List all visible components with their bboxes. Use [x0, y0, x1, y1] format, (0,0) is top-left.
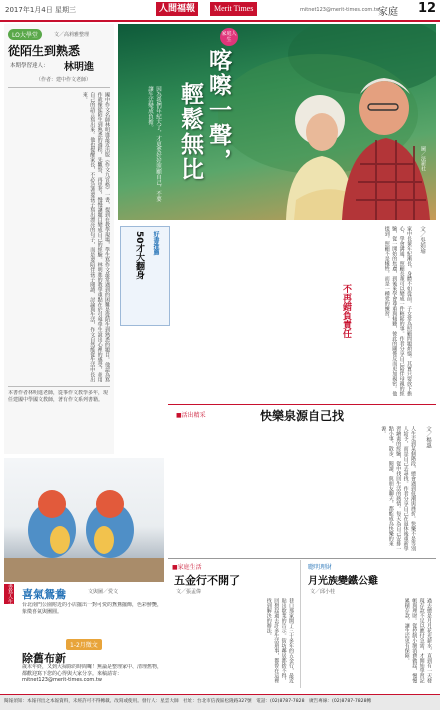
book-title: 50才大翻身 — [134, 231, 144, 280]
bottom-left-body1: 台北南門公園附近的小店擺出一對可愛的鴛鴦擺飾，色彩鮮艷，象徵喜氣與團圓。 — [22, 602, 162, 616]
divider — [300, 560, 301, 688]
contact-email: mitnet123@merit-times.com.tw — [300, 7, 380, 13]
bottom-right-byline2: 文／邱小桂 — [310, 589, 336, 595]
couple-photo — [118, 24, 436, 220]
bottom-left-body2: 歲末年終，又到大掃除的時間囉！無論是整理家中、清理舊物，都歡迎寫下您的心得與大家分享。來稿請寄：mitnet123@merit-times.com.tw — [22, 664, 162, 683]
bottom-left-byline1: 文與圖／愛文 — [88, 589, 119, 595]
column-body: 家中長輩年紀漸長，身體不如從前，子女常為照顧問題煩惱。其實只要放下擔心，學會溝通，照顧長輩可以變成一件輕鬆的事。作者分享自己陪伴母親的經驗，從一開始的焦慮，到後來學會尊重與傾聽，彼此的關係反而更加親密。他提到，照顧不是犧牲，而是一種愛的練習。 — [383, 226, 412, 396]
hero-badge: 家庭人生 — [220, 28, 238, 46]
bottom-left-badge2: 1-2月徵文 — [66, 639, 102, 650]
bottom-right-body1: 巷口那家開了三十多年的五金行，最近貼出歇業的告示。街坊鄰居都捨不得，回想起過去許多生活瑣事，都曾在這裡找到解決的辦法。 — [265, 598, 294, 683]
feature-byline: 文／高莉雅整理 — [54, 32, 90, 38]
feature-speaker-prefix: 本期學習達人： — [10, 63, 49, 69]
footer-text: 閱報須知：本報刊出之本報資料，未經許可不得轉載、改寫或使用。發行人：星雲大師 社址：台北市信義區松隆路327號 電話：(02)8787-7828 廣告專線：(02)8787-7828轉 — [4, 699, 372, 704]
feature-badge: LO大學堂 — [8, 29, 42, 40]
hero-photo — [118, 24, 436, 220]
bottom-right-headline1: 五金行不開了 — [174, 574, 240, 587]
bottom-right-badge2: 聰明理財 — [308, 564, 333, 571]
bottom-left-block — [4, 584, 164, 690]
mid-byline: 文／楊惠 — [425, 426, 431, 448]
hero-photo-credit: 圖／法新社 — [420, 146, 426, 171]
divider — [168, 558, 436, 559]
mid-article — [168, 404, 436, 556]
newspaper-english-name: Merit Times — [210, 2, 257, 16]
column-article — [118, 224, 436, 402]
hero-title-line2: 輕鬆無比 — [177, 82, 203, 182]
mid-badge: ■活出精采 — [176, 412, 206, 419]
mid-headline: 快樂泉源自己找 — [260, 409, 345, 423]
bottom-left-badge1: 書寫人生 — [4, 584, 14, 604]
hero-title-line1: 喀嚓一聲， — [205, 48, 231, 173]
feature-body: 國中作文名師林明進最近出版《作文九宮格》一書，提到在教學現場，學生寫作文最常遇到的困難是從陌生到熟悉的題目。他認為寫作就像從陌生到熟悉的過程，先觀察、再思考，慢慢讓題目變成自己的經驗。林明進的教學重點在於引導學生說出心裡的感受，並用自己的語言寫出來。他也提醒家長，不必急著要孩子寫出漂亮的句子，而是要陪伴孩子閱讀、討論與生活，作文自然能從生活中長出來。 — [81, 92, 110, 382]
mid-body: 人生走到某個階段，總會遇到低潮與挫折。快樂不是等別人給予，而是自己去尋找。作者分享自己在退休後重新學習繪畫的經驗，從中找回生活的熱情。每天為自己安排一點小事，散步、閱讀、與朋友聊天，都能成為快樂的來源。 — [380, 426, 416, 551]
bottom-right-body2: 過去總是月月花光薪水，直到有一天發現存款不足以應付急需，才開始學習記帳與理財。從控制小額消費做起，慢慢累積存款，讓生活更有保障。 — [403, 598, 432, 683]
mandarin-ducks-photo — [4, 458, 164, 582]
page-header — [0, 0, 440, 22]
feature-headline: 從陌生到熟悉 — [8, 44, 81, 58]
bottom-right-byline1: 文／張孟偉 — [176, 589, 202, 595]
bottom-right-block — [168, 558, 436, 690]
feature-speaker-note: （作者：建中作文老師） — [36, 77, 92, 83]
page-footer — [0, 694, 440, 710]
section-name: 家庭 — [378, 7, 398, 18]
page-number: 12 — [418, 1, 437, 16]
bottom-left-headline2: 除舊布新 — [22, 652, 66, 665]
feature-speaker: 林明進 — [64, 62, 94, 73]
bottom-right-headline2: 月光族變鐵公雞 — [308, 576, 378, 587]
left-feature-panel — [4, 24, 114, 454]
hero-subtitle: 因為我們年紀大了，才更要好好照顧自己，不要讓生活變成負擔。 — [147, 86, 161, 202]
column-byline: 文／吳娟瑜 — [419, 226, 425, 254]
divider — [8, 87, 110, 88]
bottom-right-badge1: ■家庭生活 — [172, 564, 202, 571]
book-recommendation[interactable] — [120, 226, 170, 326]
column-subhead: 不再錯負責任 — [341, 284, 351, 338]
divider — [168, 404, 436, 405]
bottom-left-headline1: 喜氣鴛鴦 — [22, 588, 66, 601]
feature-footnote: 本書作者林明進老師，從事作文教學多年，現任建國中學國文教師，著有作文系列書籍。 — [8, 390, 109, 403]
newspaper-logo: 人間福報 — [156, 2, 198, 16]
issue-date: 2017年1月4日 星期三 — [5, 6, 76, 14]
divider — [8, 386, 110, 387]
book-label: 好書推薦 — [152, 231, 159, 255]
